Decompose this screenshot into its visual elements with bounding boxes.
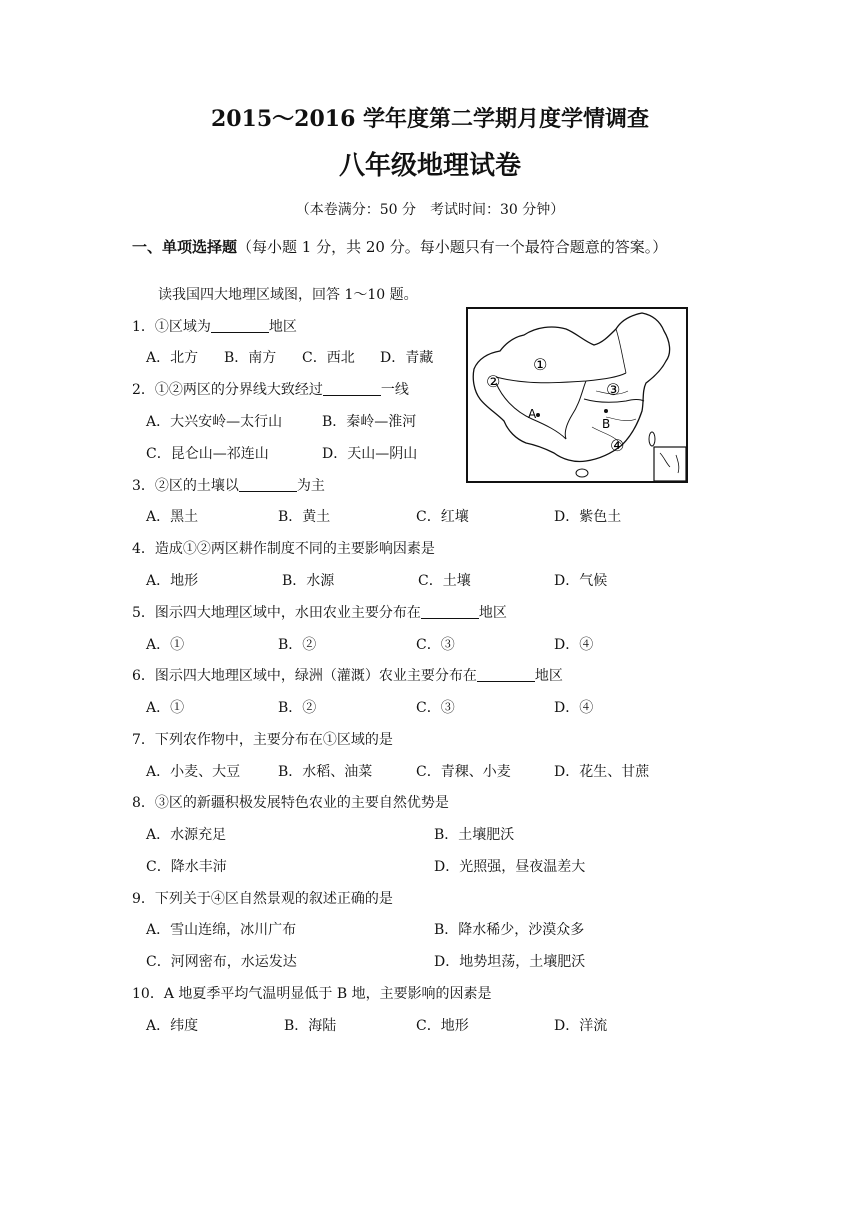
question-1 xyxy=(132,316,297,336)
question-stem: 6．图示四大地理区域中，绿洲（灌溉）农业主要分布在 xyxy=(132,668,477,684)
question-stem: 5．图示四大地理区域中，水田农业主要分布在 xyxy=(132,605,421,621)
question-stem-end: 为主 xyxy=(296,478,325,494)
answer-blank xyxy=(323,381,381,396)
q6-option-b: B．② xyxy=(278,700,317,716)
q5-option-a: A．① xyxy=(146,637,185,653)
q5-option-c: C．③ xyxy=(416,637,455,653)
question-5 xyxy=(132,602,507,622)
point-b-label: B xyxy=(602,417,611,431)
q7-option-c: C．青稞、小麦 xyxy=(416,764,511,780)
answer-blank xyxy=(211,318,269,333)
question-stem-end: 地区 xyxy=(478,605,507,621)
q4-option-d: D．气候 xyxy=(554,573,608,589)
question-stem-end: 一线 xyxy=(380,382,409,398)
q8-option-b: B．土壤肥沃 xyxy=(434,827,515,843)
q7-option-b: B．水稻、油菜 xyxy=(278,764,373,780)
q8-option-d: D．光照强，昼夜温差大 xyxy=(434,859,586,875)
q7-option-a: A．小麦、大豆 xyxy=(146,764,241,780)
answer-blank xyxy=(421,604,479,619)
south-sea-inset xyxy=(654,447,686,481)
question-9: 9．下列关于④区自然景观的叙述正确的是 xyxy=(132,891,393,907)
q10-option-b: B．海陆 xyxy=(284,1018,337,1034)
q5-option-b: B．② xyxy=(278,637,317,653)
q9-option-a: A．雪山连绵，冰川广布 xyxy=(146,922,297,938)
question-stem: 1．①区域为 xyxy=(132,319,211,335)
exam-subject-title: 八年级地理试卷 xyxy=(338,151,521,181)
q3-option-b: B．黄土 xyxy=(278,509,331,525)
q6-option-d: D．④ xyxy=(554,700,594,716)
q1-option-c: C．西北 xyxy=(302,350,355,366)
q1-option-d: D．青藏 xyxy=(380,350,434,366)
answer-blank xyxy=(239,477,297,492)
q1-option-b: B．南方 xyxy=(224,350,277,366)
q1-option-a: A．北方 xyxy=(146,350,199,366)
q10-option-d: D．洋流 xyxy=(554,1018,608,1034)
question-stem-end: 地区 xyxy=(534,668,563,684)
region-1-label: ③ xyxy=(606,380,621,399)
section-title: 一、单项选择题 xyxy=(132,238,238,256)
question-7: 7．下列农作物中，主要分布在①区域的是 xyxy=(132,732,393,748)
q4-option-c: C．土壤 xyxy=(418,573,471,589)
china-regions-map xyxy=(466,307,688,483)
q5-option-d: D．④ xyxy=(554,637,594,653)
q10-option-c: C．地形 xyxy=(416,1018,469,1034)
q8-option-c: C．降水丰沛 xyxy=(146,859,227,875)
q2-option-a: A．大兴安岭—太行山 xyxy=(146,414,283,430)
q9-option-b: B．降水稀少，沙漠众多 xyxy=(434,922,585,938)
region-4-label: ② xyxy=(486,372,501,391)
q3-option-c: C．红壤 xyxy=(416,509,469,525)
section-heading xyxy=(132,236,667,257)
point-b-dot xyxy=(604,409,608,413)
section-note: （每小题 1 分，共 20 分。每小题只有一个最符合题意的答案。） xyxy=(237,238,668,256)
q3-option-a: A．黑土 xyxy=(146,509,199,525)
intro-text: 读我国四大地理区域图，回答 1～10 题。 xyxy=(158,287,418,303)
q7-option-d: D．花生、甘蔗 xyxy=(554,764,650,780)
q9-option-c: C．河网密布，水运发达 xyxy=(146,954,297,970)
question-3 xyxy=(132,475,325,495)
q3-option-d: D．紫色土 xyxy=(554,509,622,525)
q2-option-d: D．天山—阴山 xyxy=(322,446,418,462)
q2-option-b: B．秦岭—淮河 xyxy=(322,414,417,430)
q4-option-a: A．地形 xyxy=(146,573,199,589)
question-6 xyxy=(132,665,563,685)
question-stem: 2．①②两区的分界线大致经过 xyxy=(132,382,323,398)
region-2-label: ④ xyxy=(610,436,625,455)
q6-option-a: A．① xyxy=(146,700,185,716)
region-3-label: ① xyxy=(533,355,548,374)
question-stem-end: 地区 xyxy=(268,319,297,335)
question-stem: 3．②区的土壤以 xyxy=(132,478,239,494)
q9-option-d: D．地势坦荡，土壤肥沃 xyxy=(434,954,586,970)
point-a-label: A xyxy=(528,407,537,421)
answer-blank xyxy=(477,667,535,682)
q4-option-b: B．水源 xyxy=(282,573,335,589)
question-4: 4．造成①②两区耕作制度不同的主要影响因素是 xyxy=(132,541,435,557)
point-a-dot xyxy=(536,413,540,417)
question-2 xyxy=(132,379,409,399)
exam-info: （本卷满分：50 分 考试时间：30 分钟） xyxy=(295,202,565,218)
q8-option-a: A．水源充足 xyxy=(146,827,227,843)
q6-option-c: C．③ xyxy=(416,700,455,716)
q2-option-c: C．昆仑山—祁连山 xyxy=(146,446,269,462)
question-8: 8．③区的新疆积极发展特色农业的主要自然优势是 xyxy=(132,795,449,811)
q10-option-a: A．纬度 xyxy=(146,1018,199,1034)
exam-title: 2015～2016 学年度第二学期月度学情调查 xyxy=(210,106,650,132)
question-10: 10．A 地夏季平均气温明显低于 B 地，主要影响的因素是 xyxy=(132,986,492,1002)
